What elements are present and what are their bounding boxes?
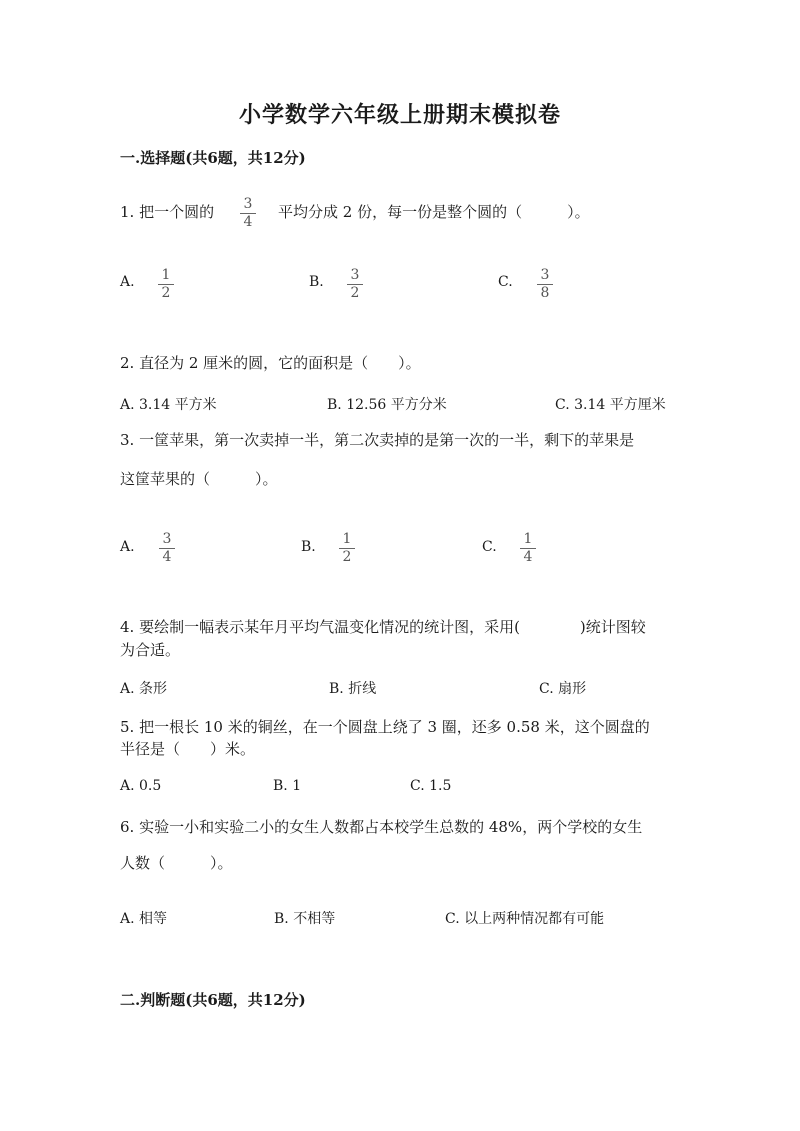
q1-option-c-label[interactable]: C. [498,274,513,290]
q6-option-b[interactable]: B. 不相等 [274,911,336,927]
q2-option-c[interactable]: C. 3.14 平方厘米 [555,397,666,413]
q1-option-a-label[interactable]: A. [120,274,135,290]
q3-option-b-label[interactable]: B. [301,539,316,555]
question-1-suffix: 平均分成 2 份，每一份是整个圆的（ ）。 [278,203,590,221]
section-heading-choice: 一.选择题(共6题，共12分) [120,149,306,167]
fraction-denominator: 4 [162,549,172,565]
section-heading-judgment: 二.判断题(共6题，共12分) [120,991,306,1009]
question-5-line1: 5. 把一根长 10 米的铜丝，在一个圆盘上绕了 3 圈，还多 0.58 米，这个圆盘的 [120,718,650,736]
fraction-numerator: 1 [158,268,174,285]
question-4-line1: 4. 要绘制一幅表示某年月平均气温变化情况的统计图，采用( )统计图较 [120,618,646,636]
q2-option-b[interactable]: B. 12.56 平方分米 [327,397,447,413]
question-5-line2: 半径是（ ）米。 [120,740,256,758]
q3-option-a-label[interactable]: A. [120,539,135,555]
fraction-denominator: 2 [350,285,360,301]
question-3-line2: 这筐苹果的（ ）。 [120,470,278,488]
q3-option-c-label[interactable]: C. [482,539,497,555]
q1-option-b-label[interactable]: B. [309,274,324,290]
q1-option-b-fraction[interactable] [347,268,363,301]
q6-option-a[interactable]: A. 相等 [120,911,168,927]
q4-option-b[interactable]: B. 折线 [329,681,377,697]
fraction-denominator: 2 [161,285,171,301]
question-1-prefix: 1. 把一个圆的 [120,203,215,221]
q3-option-b-fraction[interactable] [339,532,355,565]
q4-option-c[interactable]: C. 扇形 [539,681,587,697]
q5-option-b[interactable]: B. 1 [273,778,302,794]
question-1-fraction [240,197,256,230]
fraction-denominator: 4 [243,214,253,230]
fraction-denominator: 2 [342,549,352,565]
q4-option-a[interactable]: A. 条形 [120,681,168,697]
q5-option-a[interactable]: A. 0.5 [120,778,162,794]
q3-option-a-fraction[interactable] [159,532,175,565]
q3-option-c-fraction[interactable] [520,532,536,565]
question-6-line1: 6. 实验一小和实验二小的女生人数都占本校学生总数的 48%，两个学校的女生 [120,818,643,836]
q1-option-a-fraction[interactable] [158,268,174,301]
q2-option-a[interactable]: A. 3.14 平方米 [120,397,217,413]
page-title: 小学数学六年级上册期末模拟卷 [238,102,561,128]
q5-option-c[interactable]: C. 1.5 [410,778,452,794]
question-2-text: 2. 直径为 2 厘米的圆，它的面积是（ ）。 [120,354,421,372]
fraction-denominator: 4 [523,549,533,565]
fraction-numerator: 3 [537,268,553,285]
question-4-line2: 为合适。 [120,641,181,659]
fraction-numerator: 3 [347,268,363,285]
q1-option-c-fraction[interactable] [537,268,553,301]
fraction-numerator: 3 [240,197,256,214]
fraction-denominator: 8 [540,285,550,301]
fraction-numerator: 1 [520,532,536,549]
fraction-numerator: 3 [159,532,175,549]
fraction-numerator: 1 [339,532,355,549]
question-3-line1: 3. 一筐苹果，第一次卖掉一半，第二次卖掉的是第一次的一半，剩下的苹果是 [120,431,635,449]
q6-option-c[interactable]: C. 以上两种情况都有可能 [445,911,605,927]
question-6-line2: 人数（ ）。 [120,854,233,872]
